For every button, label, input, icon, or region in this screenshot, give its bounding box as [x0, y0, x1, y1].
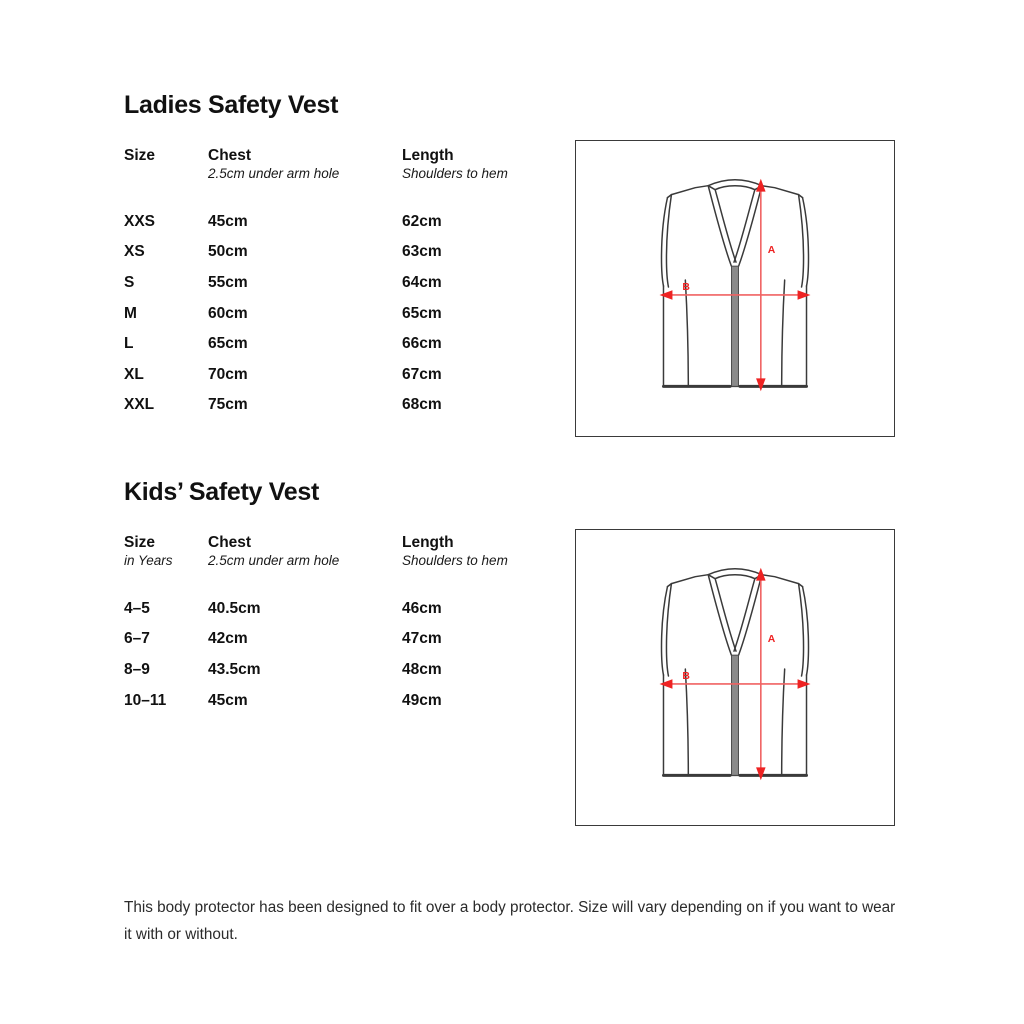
column-header-size-label: Size [124, 146, 156, 164]
cell-size: 10–11 [124, 691, 167, 709]
column-header-size-label: Size [124, 533, 156, 551]
table-row [124, 299, 584, 330]
page-title-kids: Kids’ Safety Vest [124, 478, 319, 506]
column-header-chest-label: Chest [208, 533, 252, 551]
measurement-label-a: A [767, 245, 776, 257]
table-row [124, 207, 584, 238]
column-header-length-label: Length [402, 533, 454, 551]
column-header-length-subtext: Shoulders to hem [402, 552, 508, 568]
cell-size: 8–9 [124, 660, 150, 678]
footer-note: This body protector has been designed to fit over a body protector. Size will vary depending on if you want to wear it with or without. [124, 899, 896, 943]
cell-size: 4–5 [124, 599, 150, 617]
table-spacer [124, 576, 584, 594]
zipper-placket-icon [732, 655, 739, 775]
column-header-chest-subtext: 2.5cm under arm hole [208, 552, 340, 568]
table-row [124, 237, 584, 268]
cell-chest: 70cm [208, 365, 248, 383]
size-table-ladies [124, 146, 584, 421]
measurement-arrow-a [756, 568, 776, 781]
cell-chest: 45cm [208, 212, 248, 230]
table-row [124, 390, 584, 421]
cell-length: 67cm [402, 365, 442, 383]
column-header-chest [208, 533, 402, 576]
column-header-length-label: Length [402, 146, 454, 164]
table-row [124, 329, 584, 360]
measurement-label-b: B [682, 281, 690, 293]
table-row [124, 360, 584, 391]
cell-chest: 42cm [208, 630, 248, 648]
column-header-size [124, 146, 208, 189]
vest-diagram-frame-kids [575, 529, 895, 826]
cell-length: 68cm [402, 396, 442, 414]
size-table-kids [124, 533, 584, 717]
vest-diagram-frame-ladies [575, 140, 895, 437]
cell-size: 6–7 [124, 630, 150, 648]
table-header-row [124, 146, 584, 189]
cell-chest: 50cm [208, 243, 248, 261]
column-header-length-subtext: Shoulders to hem [402, 165, 508, 181]
column-header-chest-subtext: 2.5cm under arm hole [208, 165, 340, 181]
column-header-length [402, 533, 584, 576]
measurement-label-a: A [767, 634, 776, 646]
cell-size: XXL [124, 396, 155, 414]
cell-chest: 65cm [208, 335, 248, 353]
cell-chest: 75cm [208, 396, 248, 414]
table-row [124, 594, 584, 625]
column-header-chest [208, 146, 402, 189]
table-spacer [124, 189, 584, 207]
cell-chest: 40.5cm [208, 599, 261, 617]
cell-size: XS [124, 243, 145, 261]
column-header-size-subtext: in Years [124, 552, 173, 568]
safety-vest-measurement-diagram [576, 530, 894, 825]
cell-length: 64cm [402, 273, 442, 291]
section-ladies-safety-vest [124, 92, 584, 421]
table-row [124, 268, 584, 299]
cell-length: 62cm [402, 212, 442, 230]
cell-size: L [124, 335, 134, 353]
cell-length: 46cm [402, 599, 442, 617]
column-header-size [124, 533, 208, 576]
cell-length: 63cm [402, 243, 442, 261]
cell-chest: 45cm [208, 691, 248, 709]
table-row [124, 624, 584, 655]
cell-size: S [124, 273, 135, 291]
cell-length: 49cm [402, 691, 442, 709]
cell-size: XL [124, 365, 144, 383]
page-title-ladies: Ladies Safety Vest [124, 91, 339, 119]
zipper-placket-icon [732, 266, 739, 386]
safety-vest-measurement-diagram [576, 141, 894, 436]
column-header-length [402, 146, 584, 189]
cell-size: M [124, 304, 137, 322]
table-row [124, 655, 584, 686]
cell-length: 47cm [402, 630, 442, 648]
cell-length: 65cm [402, 304, 442, 322]
cell-chest: 43.5cm [208, 660, 261, 678]
cell-length: 48cm [402, 660, 442, 678]
section-kids-safety-vest [124, 479, 584, 716]
cell-chest: 55cm [208, 273, 248, 291]
measurement-label-b: B [682, 670, 690, 682]
measurement-arrow-a [756, 179, 776, 392]
column-header-chest-label: Chest [208, 146, 252, 164]
table-row [124, 686, 584, 717]
cell-chest: 60cm [208, 304, 248, 322]
table-header-row [124, 533, 584, 576]
cell-length: 66cm [402, 335, 442, 353]
cell-size: XXS [124, 212, 156, 230]
